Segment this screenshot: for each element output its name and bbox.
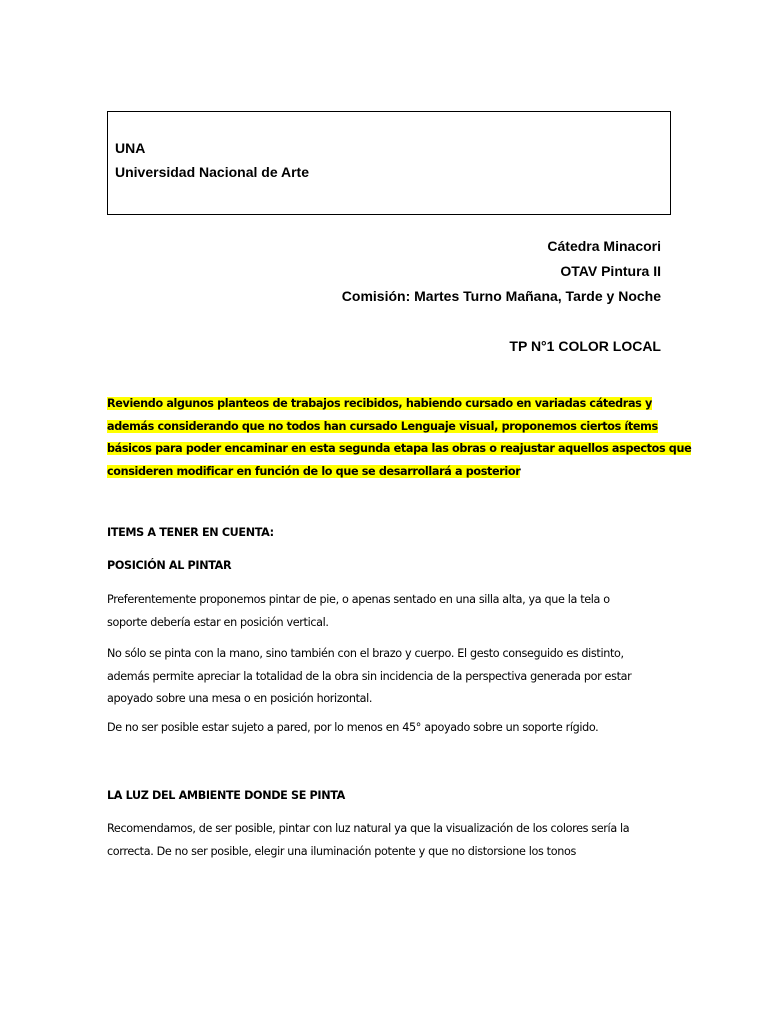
institution-name: Universidad Nacional de Arte [115, 164, 309, 180]
paragraph-line: apoyado sobre una mesa o en posición horizontal. [107, 692, 373, 705]
posicion-paragraph-1 [107, 589, 687, 634]
posicion-paragraph-2 [107, 643, 687, 711]
posicion-heading: POSICIÓN AL PINTAR [107, 559, 232, 572]
paragraph-line: No sólo se pinta con la mano, sino también con el brazo y cuerpo. El gesto conseguido es distinto, [107, 647, 624, 660]
paragraph-line: Recomendamos, de ser posible, pintar con luz natural ya que la visualización de los colores sería la [107, 822, 630, 835]
institution-header-box [107, 111, 671, 215]
intro-line: Reviendo algunos planteos de trabajos recibidos, habiendo cursado en variadas cátedras y [107, 397, 652, 410]
paragraph-line: correcta. De no ser posible, elegir una iluminación potente y que no distorsione los tonos [107, 844, 576, 858]
luz-paragraph [107, 818, 687, 863]
assignment-title: TP N°1 COLOR LOCAL [509, 338, 661, 354]
institution-acronym: UNA [115, 140, 146, 156]
intro-paragraph [107, 393, 692, 483]
intro-line: además considerando que no todos han cursado Lenguaje visual, proponemos ciertos ítems [107, 419, 658, 433]
luz-heading: LA LUZ DEL AMBIENTE DONDE SE PINTA [107, 789, 345, 802]
paragraph-line: Preferentemente proponemos pintar de pie, o apenas sentado en una silla alta, ya que la tela o [107, 593, 610, 606]
posicion-paragraph-3: De no ser posible estar sujeto a pared, por lo menos en 45° apoyado sobre un soporte rígido. [107, 721, 599, 734]
comision-label: Comisión: Martes Turno Mañana, Tarde y Noche [341, 288, 661, 304]
catedra-label: Cátedra Minacori [547, 238, 661, 254]
paragraph-line: además permite apreciar la totalidad de la obra sin incidencia de la perspectiva generada por estar [107, 669, 632, 683]
items-heading: ITEMS A TENER EN CUENTA: [107, 526, 274, 539]
intro-line: básicos para poder encaminar en esta segunda etapa las obras o reajustar aquellos aspectos que [107, 442, 692, 455]
paragraph-line: soporte debería estar en posición vertical. [107, 615, 329, 629]
subject-label: OTAV Pintura II [560, 263, 661, 279]
intro-line: consideren modificar en función de lo que se desarrollará a posterior [107, 464, 521, 478]
